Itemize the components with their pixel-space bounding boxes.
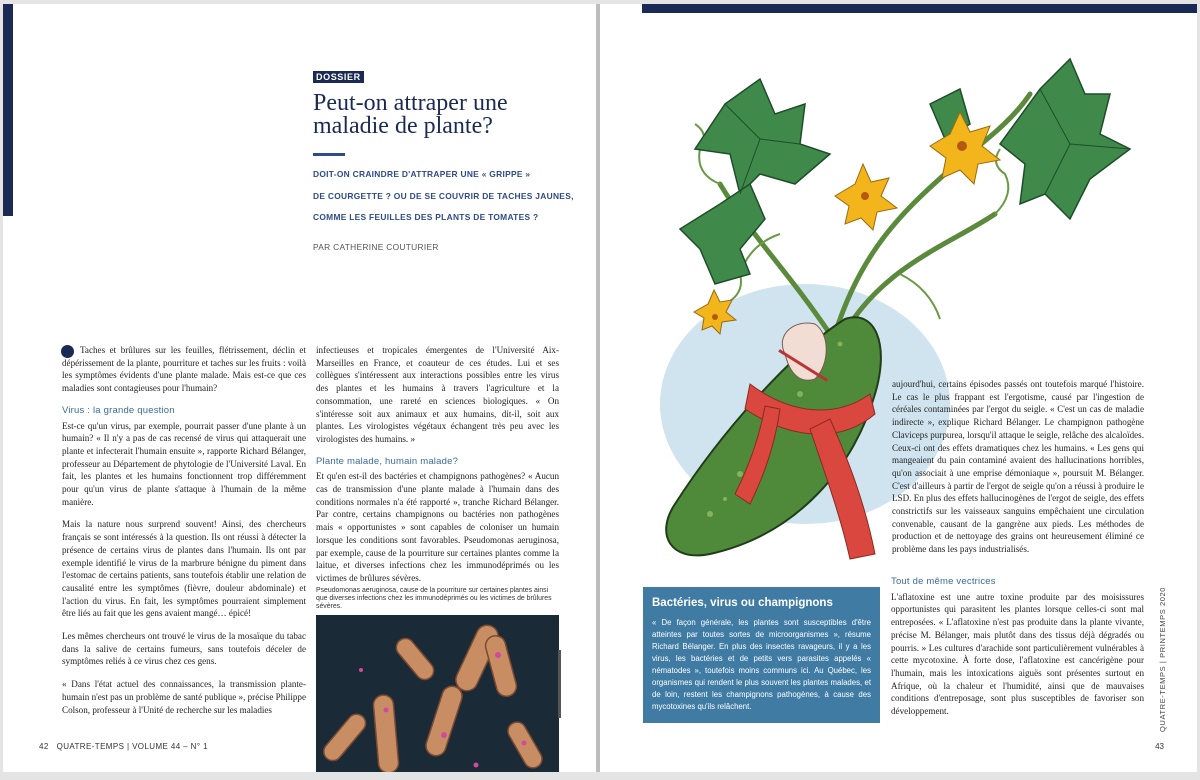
paragraph: Les mêmes chercheurs ont trouvé le virus de la mosaïque du tabac dans la salive de certains fumeurs, sans toutefois déceler de symptômes reliés à ce virus chez ces gens. [62,631,306,667]
right-page [600,4,1197,772]
dek-line: DOIT-ON CRAINDRE D'ATTRAPER UNE « GRIPPE » [313,169,531,179]
left-folio [39,742,208,751]
left-page [3,4,596,772]
text-column-3 [892,378,1144,566]
subhead-vectrices: Tout de même vectrices [891,576,996,587]
subhead-virus: Virus : la grande question [62,404,175,416]
lead-paragraph [62,344,306,395]
right-page-number: 43 [1155,742,1164,751]
paragraph: Et qu'en est-il des bactéries et champignons pathogènes? « Aucun cas de transmission d'une plante malade à l'humain dans des conditions normales n'a été rapporté », tranche Richard Bélanger. Par contre, certains champignons ou bactéries non pathogènes mais « opportunistes » sont capables de coloniser un humain lorsque les conditions sont favorables. Pseudomonas aeruginosa, par exemple, cause de la pourriture sur certaines plantes comme la laitue, et diverses infections chez les immunodéprimés ou les victimes de brûlures sévères. [316,471,559,583]
dek-line: COMME LES FEUILLES DES PLANTS DE TOMATES ? [313,212,539,222]
text-column-1 [62,344,306,726]
photo-caption: Pseudomonas aeruginosa, cause de la pourriture sur certaines plantes ainsi que diverses infections chez les immunodéprimés ou les victimes de brûlures sévères. [316,587,552,610]
lead-text: Taches et brûlures sur les feuilles, flétrissement, déclin et dépérissement de la plante, pourriture et taches sur les fruits : voilà les symptômes évidents d'une plante malade. Mais est-ce que ces maladies sont contagieuses pour l'humain? [62,345,306,394]
paragraph: « Dans l'état actuel des connaissances, la transmission plante-humain n'est pas un problème de santé publique », précise Philippe Colson, professeur à l'Unité de recherche sur les maladies [62,679,306,715]
folio-text: QUATRE-TEMPS | VOLUME 44 – N° 1 [56,742,208,751]
dek-line: DE COURGETTE ? OU DE SE COUVRIR DE TACHES JAUNES, [313,190,574,201]
paragraph: Est-ce qu'un virus, par exemple, pourrait passer d'une plante à un humain? « Il n'y a pas de cas recensé de virus qui attaquerait une plante et infecterait l'humain ensuite », rapporte Richard Bélanger, professeur au Département de phytologie de l'Université Laval. En fait, les plantes et les humains fonctionnent trop différemment pour qu'un virus de plante s'attaque à l'humain de la même manière. [62,420,306,507]
scrollbar[interactable] [558,650,561,718]
bacteria-illustration-icon [316,615,559,772]
subhead-plante-malade: Plante malade, humain malade? [316,455,459,467]
paragraph: Mais la nature nous surprend souvent! Ainsi, des chercheurs français se sont intéressés à la question. Ils ont réussi à détecter la présence de certains virus de plantes dans l'humain. Ils ont par exemple identifié le virus de la marbrure bénigne du piment dans l'estomac de certains patients, sans toutefois établir une relation de causalité entre les symptômes (fièvre, douleur abdominale) et l'action du virus. En fait, les symptômes pourraient simplement être liés au fait que les gens avaient mangé… épicé! [62,519,306,619]
page-accent-bar [3,4,13,216]
byline: PAR CATHERINE COUTURIER [313,242,439,252]
headline-rule [313,153,345,156]
paragraph: aujourd'hui, certains épisodes passés ont toutefois marqué l'histoire. Le cas le plus frappant est l'ergotisme, causé par l'ingestion de céréales contaminées par l'ergot du seigle. « C'est un cas de maladie indirecte », explique Richard Bélanger. Le champignon pathogène Claviceps purpurea, lorsqu'il attaque le seigle, relâche des alcaloïdes. Ceux-ci ont des effets dramatiques chez les humains. « Les gens qui mangeaient du pain contaminé avaient des hallucinations horribles, qu'on associait à une emprise démoniaque », poursuit M. Bélanger. C'est d'ailleurs à partir de l'ergot de seigle qu'on a réussi à produire le LSD. En plus des effets hallucinogènes de l'ergot de seigle, des effets constrictifs sur les vaisseaux sanguins empêchaient une circulation convenable, causant de la gangrène aux pieds. Les méthodes de production et de nettoyage des grains ont heureusement éliminé ce problème dans les pays industrialisés. [892,379,1144,555]
lead-bullet-icon [61,345,74,358]
paragraph: infectieuses et tropicales émergentes de l'Université Aix-Marseilles en France, et coauteur de ces études. Lui et ses collègues s'intéressent aux interactions possibles entre les virus des plantes et les humains à travers l'agriculture et la consommation, une rareté en sciences biologiques. « On s'intéresse soit aux animaux et aux humains, dit-il, soit aux plantes. Les virologistes végétaux échangent très peu avec les virologistes des humains. » [316,345,559,444]
vertical-folio: QUATRE-TEMPS | PRINTEMPS 2020 [1158,586,1167,732]
paragraph: L'aflatoxine est une autre toxine produite par des moisissures opportunistes qui parasitent les plantes lorsque celles-ci sont mal entreposées. « L'aflatoxine n'est pas produite dans la plante vivante, précise M. Bélanger, mais plutôt dans des tissus déjà dégradés ou pourris. » Les cultures d'arachide sont particulièrement vulnérables à cette mycotoxine. À forte dose, l'aflatoxine est cancérigène pour l'humain, mais les intoxications aiguës sont présentes surtout en Afrique, où la chaleur et l'humidité, ainsi que de mauvaises conditions d'entreposage, sont plus susceptibles de favoriser son développement. [891,591,1144,717]
text-column-2 [316,344,559,595]
article-dek [313,169,583,234]
section-kicker: DOSSIER [313,71,364,83]
article-headline: Peut-on attraper une maladie de plante? [313,90,508,139]
sidebar-title: Bactéries, virus ou champignons [652,597,833,609]
page-number: 42 [39,742,49,751]
text-column-4 [891,574,1144,728]
bacteria-micrograph [316,615,559,772]
sidebar-box [643,587,880,723]
sidebar-body: « De façon générale, les plantes sont susceptibles d'être atteintes par toutes sortes de microorganismes », résume Richard Bélanger. En plus des insectes ravageurs, il y a les virus, les bactéries et de petits vers parasites appelés « nématodes », toutefois moins communs ici. Au Québec, les organismes qui rendent le plus souvent les plantes malades, et de loin, restent les champignons pathogènes, à cause des mycotoxines qu'ils relâchent. [652,618,871,711]
page-accent-bar [642,4,1197,13]
